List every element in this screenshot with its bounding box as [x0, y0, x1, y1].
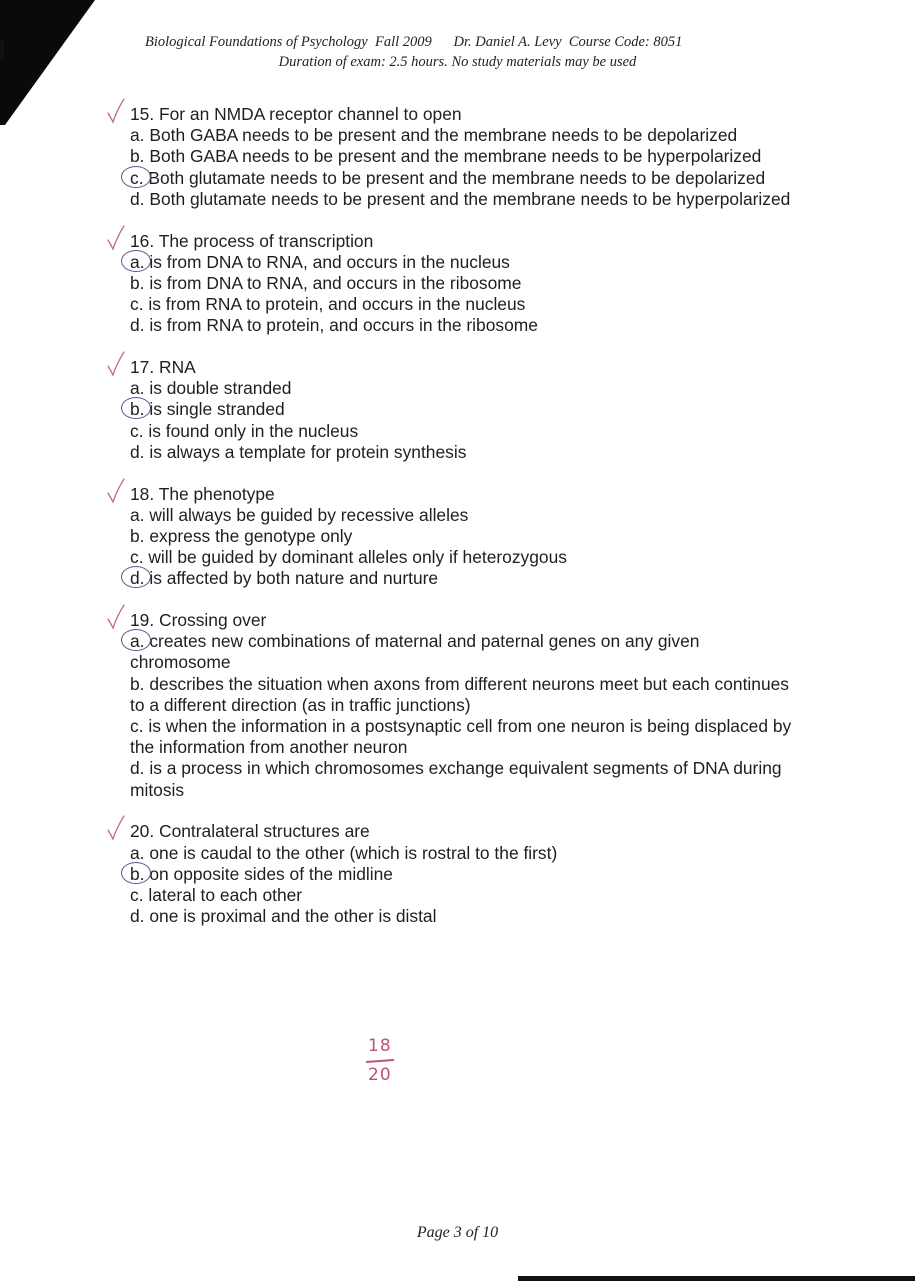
score-denominator: 20	[368, 1065, 392, 1085]
question-item	[130, 610, 800, 801]
course-title: Biological Foundations of Psychology	[145, 34, 368, 50]
answer-option	[130, 505, 800, 526]
option-text: on opposite sides of the midline	[144, 863, 393, 884]
check-mark-icon	[106, 225, 126, 251]
option-letter: d.	[130, 188, 145, 209]
option-letter: d.	[130, 441, 145, 462]
score-fraction-bar	[366, 1059, 394, 1062]
question-item	[130, 484, 800, 590]
option-text: creates new combinations of maternal and paternal genes on any given chromosome	[130, 631, 700, 673]
answer-option	[130, 885, 800, 906]
answer-option	[130, 526, 800, 547]
scan-bottom-edge	[518, 1276, 915, 1281]
circled-option-letter	[130, 168, 144, 188]
check-mark-icon	[106, 604, 126, 630]
header-line-1	[145, 34, 682, 51]
option-letter: a.	[130, 378, 145, 399]
answer-option	[130, 568, 800, 589]
question-stem: 18. The phenotype	[130, 483, 275, 504]
answer-option	[130, 547, 800, 568]
option-text: is from DNA to RNA, and occurs in the ribosome	[144, 272, 522, 293]
answer-option	[130, 252, 800, 273]
answer-option	[130, 315, 800, 336]
option-letter: a.	[130, 251, 145, 272]
question-item	[130, 821, 800, 927]
answer-option	[130, 125, 800, 146]
option-text: is found only in the nucleus	[143, 420, 359, 441]
check-mark-icon	[106, 478, 126, 504]
check-mark-icon	[106, 351, 126, 377]
option-letter: d.	[130, 758, 145, 779]
course-code: Course Code: 8051	[568, 34, 683, 50]
answer-option	[130, 146, 800, 167]
option-text: Both GABA needs to be present and the membrane needs to be hyperpolarized	[144, 146, 762, 167]
circled-option-letter	[130, 568, 145, 588]
option-letter: a.	[130, 125, 145, 146]
option-text: Both GABA needs to be present and the membrane needs to be depolarized	[144, 125, 738, 146]
page-number: Page 3 of 10	[416, 1224, 499, 1241]
option-letter: c.	[130, 885, 144, 905]
option-text: one is proximal and the other is distal	[144, 906, 437, 927]
option-letter: c.	[130, 420, 144, 441]
option-text: is from RNA to protein, and occurs in the ribosome	[144, 315, 538, 336]
question-stem: 19. Crossing over	[130, 610, 267, 631]
question-item	[130, 357, 800, 463]
answer-option	[130, 378, 800, 399]
option-text: will always be guided by recessive alleles	[144, 504, 469, 525]
answer-option	[130, 864, 800, 885]
score-numerator: 18	[368, 1036, 392, 1056]
option-text: is affected by both nature and nurture	[144, 568, 439, 589]
question-stem: 15. For an NMDA receptor channel to open	[130, 104, 462, 124]
handwritten-score	[360, 1036, 410, 1092]
option-text: is single stranded	[144, 399, 285, 420]
check-mark-icon	[106, 98, 126, 124]
option-text: is always a template for protein synthesis	[144, 441, 467, 462]
option-letter: c.	[130, 294, 144, 315]
question-list	[130, 104, 800, 948]
option-text: is from DNA to RNA, and occurs in the nucleus	[144, 251, 510, 272]
option-text: lateral to each other	[143, 885, 303, 905]
answer-option	[130, 631, 800, 673]
instructor-name: Dr. Daniel A. Levy	[453, 34, 562, 50]
option-letter: d.	[130, 568, 145, 589]
answer-option	[130, 399, 800, 420]
answer-option	[130, 168, 800, 189]
duration-note: Duration of exam: 2.5 hours. No study materials may be used	[278, 54, 637, 70]
answer-option	[130, 843, 800, 864]
option-letter: a.	[130, 842, 145, 863]
option-letter: b.	[130, 272, 145, 293]
option-letter: d.	[130, 315, 145, 336]
option-letter: c.	[130, 547, 144, 568]
option-letter: b.	[130, 399, 145, 420]
circled-option-letter	[130, 252, 145, 272]
option-text: will be guided by dominant alleles only if heterozygous	[143, 547, 567, 568]
option-text: one is caudal to the other (which is rostral to the first)	[144, 842, 558, 863]
question-item	[130, 231, 800, 337]
option-letter: b.	[130, 863, 145, 884]
answer-option	[130, 273, 800, 294]
circled-option-letter	[130, 399, 145, 419]
course-term: Fall 2009	[374, 34, 432, 50]
option-text: express the genotype only	[144, 525, 353, 546]
answer-option	[130, 716, 800, 758]
answer-option	[130, 294, 800, 315]
circled-option-letter	[130, 864, 145, 884]
option-text: is when the information in a postsynaptic cell from one neuron is being displaced by the information from another neuron	[130, 716, 792, 758]
option-text: Both glutamate needs to be present and the membrane needs to be depolarized	[143, 167, 766, 188]
answer-option	[130, 442, 800, 463]
option-text: is double stranded	[144, 378, 292, 399]
check-mark-icon	[106, 815, 126, 841]
option-text: describes the situation when axons from different neurons meet but each continues to a different direction (as in traffic junctions)	[130, 673, 789, 715]
option-letter: a.	[130, 504, 145, 525]
question-stem: 17. RNA	[130, 357, 196, 378]
option-letter: c.	[130, 167, 144, 188]
option-letter: b.	[130, 673, 145, 694]
question-stem: 20. Contralateral structures are	[130, 821, 370, 842]
answer-option	[130, 758, 800, 800]
answer-option	[130, 189, 800, 210]
circled-option-letter	[130, 631, 145, 651]
option-text: is a process in which chromosomes exchange equivalent segments of DNA during mitosis	[130, 758, 782, 800]
answer-option	[130, 421, 800, 442]
option-letter: d.	[130, 906, 145, 927]
option-text: Both glutamate needs to be present and the membrane needs to be hyperpolarized	[144, 188, 791, 209]
question-item	[130, 104, 800, 210]
answer-option	[130, 674, 800, 716]
option-letter: b.	[130, 525, 145, 546]
answer-option	[130, 906, 800, 927]
option-letter: c.	[130, 716, 144, 737]
option-text: is from RNA to protein, and occurs in the nucleus	[143, 294, 526, 315]
option-letter: a.	[130, 631, 145, 652]
question-stem: 16. The process of transcription	[130, 230, 374, 251]
option-letter: b.	[130, 146, 145, 167]
